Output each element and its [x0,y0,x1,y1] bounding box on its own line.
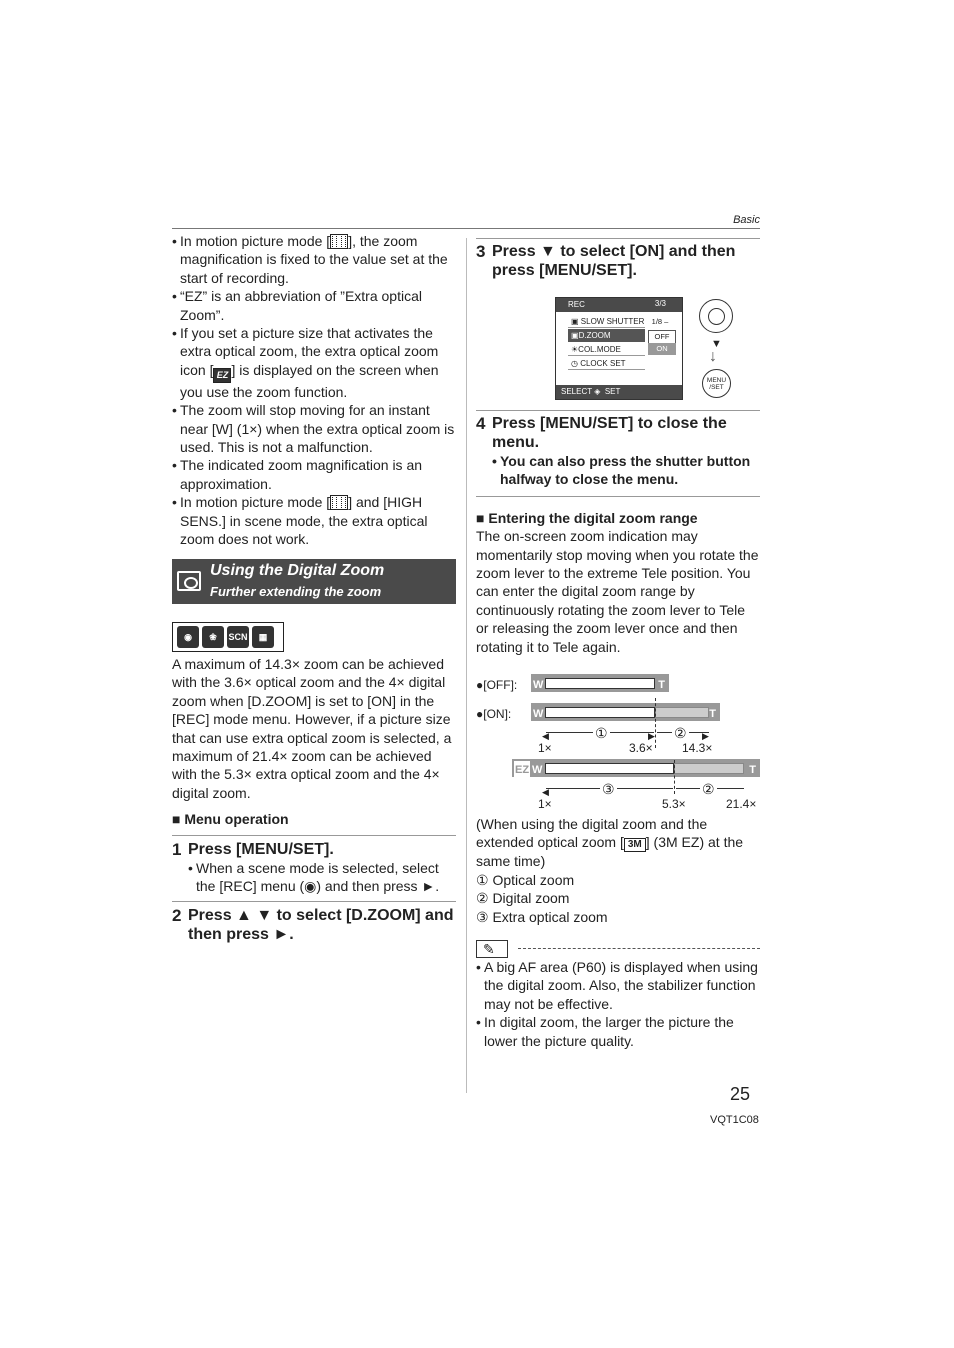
camera-mode-icon: ◉ [177,626,199,648]
dashed-line [655,698,656,748]
circle-2: ② [674,725,687,741]
arrow-right-icon: ▶ [648,731,655,741]
right-column-top [476,238,760,280]
arrow-left-icon: ◀ [542,787,549,797]
legend-extra-optical: ③ Extra optical zoom [476,908,608,925]
legend-digital: ② Digital zoom [476,890,570,907]
motion-picture-icon [330,234,348,249]
3m-size-icon: 3M [624,838,646,852]
memo-dashed-rule [518,948,760,949]
lcd-row-slow-shutter: ▣ SLOW SHUTTER [568,315,645,328]
tick-3-6x: 3.6× [629,741,653,755]
down-arrow-icon: ▼ [711,338,722,350]
lcd-footer: SELECT ◈ SET [556,385,682,399]
menu-set-button-icon: MENU /SET [702,369,731,398]
note-ez-icon: • If you set a picture size that activates the extra optical zoom, the extra optical zoom icon [ EZ ] is displayed on the screen when you use the zoom function. [172,324,457,401]
off-label: ●[OFF]: [476,678,518,692]
arrow-down-icon: ↓ [709,348,717,365]
right-column-lower [476,815,760,926]
zoom-range-diagram [476,668,760,813]
step1-note: • When a scene mode is selected, select the [REC] menu (◉) and then press ►. [188,859,456,896]
ez-bar-extra [545,763,674,774]
step4-note: • You can also press the shutter button halfway to close the menu. [492,452,760,489]
legend-optical: ① Optical zoom [476,871,575,888]
off-zoom-bar: W T [531,674,669,692]
circle-3: ③ [602,781,615,797]
banner-subtitle: Further extending the zoom [210,584,382,599]
lcd-row-clock-set: ◷ CLOCK SET [568,357,645,370]
on-bar-digital [655,707,709,718]
note-zoom-stop: • The zoom will stop moving for an instant near [W] (1×) when the extra optical zoom is used. This is not a malfunction. [172,401,457,456]
memo-notes [476,958,760,1050]
ez-bar-digital [674,763,744,774]
digital-zoom-range-text: The on-screen zoom indication may momentarily stop moving when you rotate the zoom lever to the extreme Tele position. You can enter the digital zoom range by continuously rotating the zoom lever to Tele or releasing the zoom lever once and then rotating it to Tele again. [476,528,759,655]
tick-14-3x: 14.3× [682,741,713,755]
top-rule [172,228,760,229]
step-rule [476,410,760,411]
lcd-option-off: OFF [648,330,676,344]
column-divider [466,238,467,1093]
on-zoom-bar: W T [531,703,720,721]
dashed-line [674,760,675,794]
intro-text: A maximum of 14.3× zoom can be achieved with the 3.6× optical zoom and the 4× digital zoom when [D.ZOOM] is set to [ON] in the [REC] mode menu. However, if a picture size that can use extra optical zoom is selected, a maximum of 21.4× zoom can be achieved with the 5.3× extra optical zoom and the 4× digital zoom. [172,656,452,801]
step-rule [476,496,760,497]
section-banner [172,559,456,604]
cursor-pad-icon [699,299,733,333]
scene-mode-icon: SCN [227,626,249,648]
step1-title: 1 Press [MENU/SET]. [172,839,334,859]
ez-zoom-bar: EZ W T [512,759,760,777]
motion-picture-mode-icon: ▦ [252,626,274,648]
circle-2: ② [702,781,715,797]
tick-21-4x: 21.4× [726,797,757,811]
on-bar-optical [545,707,655,718]
lcd-menu-screen [555,297,683,400]
menu-operation-heading: ■ Menu operation [172,811,289,828]
ez-note: (When using the digital zoom and the extended optical zoom [ 3M ] (3M EZ) at the same time) [476,816,744,870]
tick-1x: 1× [538,797,552,811]
step-rule [476,238,760,239]
lcd-header: REC 3/3 [556,298,682,312]
digital-zoom-icon [177,571,201,591]
on-label: ●[ON]: [476,707,512,721]
left-lower [172,655,456,944]
digital-zoom-range-heading: ■ Entering the digital zoom range [476,509,698,526]
banner-title: Using the Digital Zoom [210,562,385,579]
lcd-row-dzoom: ▣D.ZOOM [568,329,645,342]
macro-mode-icon: ❀ [202,626,224,648]
left-column [172,232,457,549]
document-code: VQT1C08 [710,1114,759,1126]
step-rule [172,835,456,836]
circle-1: ① [595,725,608,741]
step4-title: 4 Press [MENU/SET] to close the menu. [476,414,727,451]
step3-title: 3 Press ▼ to select [ON] and then press [MENU/SET]. [476,242,736,279]
section-label: Basic [733,214,760,226]
page-number: 25 [730,1084,751,1104]
motion-picture-icon [330,495,348,510]
note-ez-abbrev: • “EZ” is an abbreviation of ”Extra optical Zoom”. [172,287,457,324]
lcd-row-col-mode: ☀COL.MODE [568,343,645,356]
note-approx: • The indicated zoom magnification is an approximation. [172,456,457,493]
step2-title: 2 Press ▲ ▼ to select [D.ZOOM] and then press ►. [172,906,454,944]
note-high-sens: • In motion picture mode [ ] and [HIGH SENS.] in scene mode, the extra optical zoom does not work. [172,493,457,548]
right-column-mid [476,410,760,656]
note-motion-zoom: • In motion picture mode [ ], the zoom magnification is fixed to the value set at the start of recording. [172,232,457,287]
tick-1x: 1× [538,741,552,755]
mode-icons [172,622,284,652]
rec-camera-icon: ◉ [304,878,317,895]
lcd-slow-value: 1/8 – [651,317,669,326]
memo-note-quality: • In digital zoom, the larger the picture the lower the picture quality. [476,1013,760,1050]
tick-5-3x: 5.3× [662,797,686,811]
arrow-left-icon: ◀ [542,731,549,741]
lcd-option-on: ON [648,343,676,355]
ez-icon: EZ [213,368,231,383]
memo-icon: ✎ [476,940,508,958]
memo-note-af: • A big AF area (P60) is displayed when using the digital zoom. Also, the stabilizer function may not be effective. [476,958,760,1013]
off-bar-range [545,678,655,689]
arrow-right-icon: ▶ [702,731,709,741]
step-rule [172,901,456,902]
